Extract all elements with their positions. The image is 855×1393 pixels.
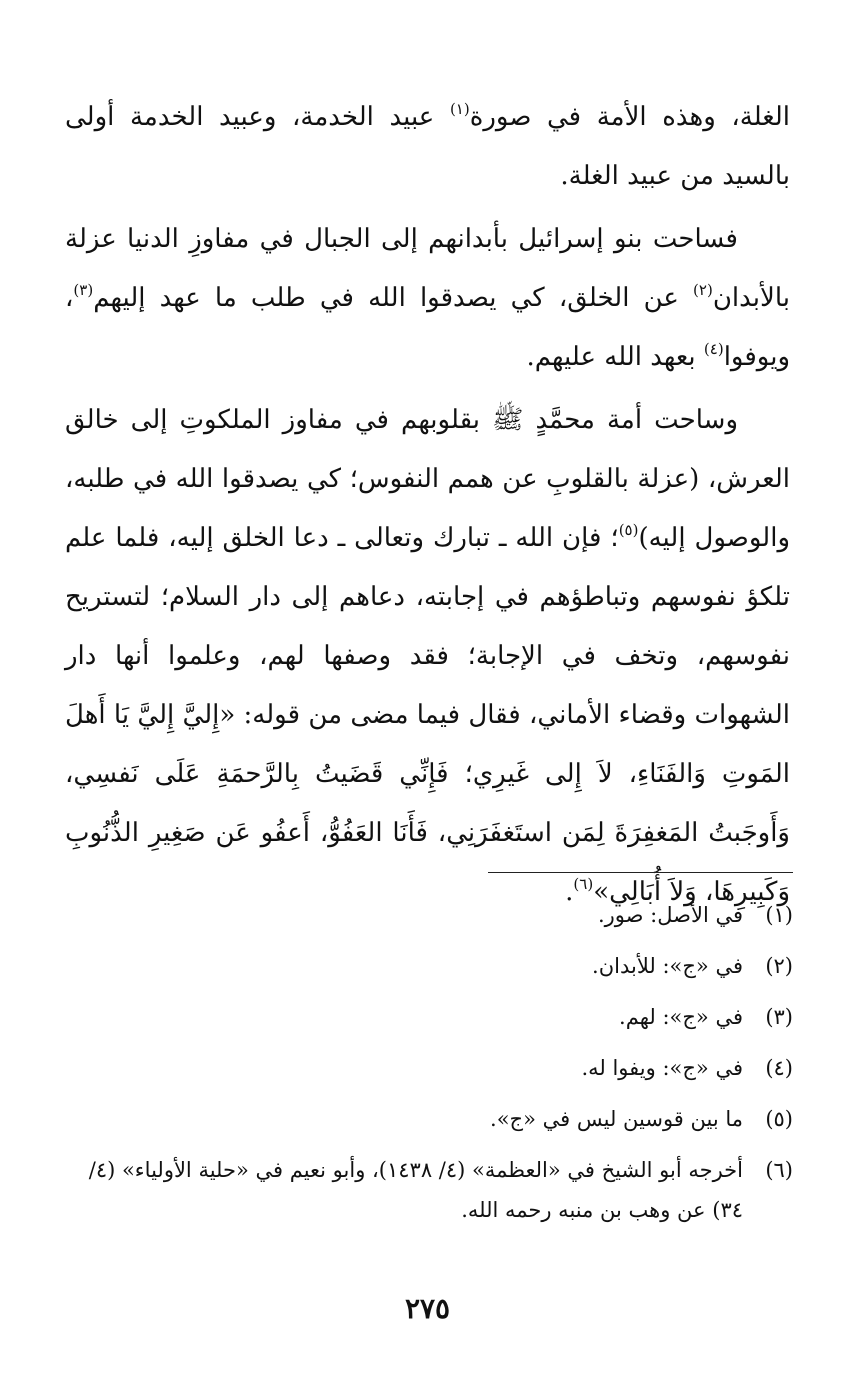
paragraph-text: عن الخلق، كي يصدقوا الله في طلب ما عهد إليهم xyxy=(93,283,694,313)
paragraph-text: فساحت بنو إسرائيل بأبدانهم إلى الجبال في مفاوزِ الدنيا عزلة بالأبدان xyxy=(65,224,790,313)
footnote-number: (٢) xyxy=(765,954,793,978)
footnote-reference: (٥) xyxy=(618,521,639,539)
paragraph-text: ؛ فإن الله ـ تبارك وتعالى ـ دعا الخلق إليه، فلما علم تلكؤ نفوسهم وتباطؤهم في إجابته، دعاهم إلى دار السلام؛ لتستريح نفوسهم، وتخف في الإجابة؛ فقد وصفها لهم، وعلموا أنها دار الشهوات وقضاء الأماني، فقال فيما مضى من قوله: «إِليَّ إِليَّ يَا أَهلَ المَوتِ وَالفَنَاءِ، لاَ إِلى غَيرِي؛ فَإِنِّي قَضَيتُ بِالرَّحمَةِ عَلَى نَفسِي، وَأَوجَبتُ المَغفِرَةَ لِمَن استَغفَرَنِي، فَأَنَا العَفُوُّ، أَعفُو عَن صَغِيرِ الذُّنُوبِ وَكَبِيرِهَا، وَلاَ أُبَالِي» xyxy=(65,523,790,907)
main-text xyxy=(65,88,790,922)
paragraph-text: عبيد الخدمة، وعبيد الخدمة أولى بالسيد من عبيد الغلة. xyxy=(65,102,790,191)
paragraph-text: بعهد الله عليهم. xyxy=(526,342,704,372)
paragraph-text: . xyxy=(565,877,574,907)
page-number: ٢٧٥ xyxy=(404,1292,451,1325)
footnote-number: (٥) xyxy=(765,1107,793,1131)
footnote-reference: (١) xyxy=(449,100,470,118)
footnote-text: ما بين قوسين ليس في «ج». xyxy=(490,1107,743,1131)
footnote-item xyxy=(58,1094,793,1145)
paragraph-text: وساحت أمة محمَّدٍ ﷺ بقلوبهم في مفاوز الملكوتِ إلى خالق العرش، (عزلة بالقلوبِ عن همم النفوس؛ كي يصدقوا الله في طلبه، والوصول إليه) xyxy=(65,405,791,553)
footnote-number: (٤) xyxy=(765,1056,793,1080)
footnote-reference: (٦) xyxy=(573,875,594,893)
footnote-number: (٣) xyxy=(765,1005,793,1029)
footnote-separator xyxy=(488,872,793,873)
footnote-number: (٦) xyxy=(765,1158,793,1182)
footnote-item xyxy=(58,1145,793,1236)
paragraph-text: ، ويوفوا xyxy=(65,283,790,372)
footnote-item xyxy=(58,1043,793,1094)
paragraph xyxy=(65,88,790,206)
paragraph-text: الغلة، وهذه الأمة في صورة xyxy=(469,102,790,132)
footnote-text: في «ج»: ويفوا له. xyxy=(581,1056,743,1080)
footnote-number: (١) xyxy=(765,903,793,927)
footnote-reference: (٣) xyxy=(73,281,94,299)
footnote-item xyxy=(58,890,793,941)
footnote-text: في «ج»: لهم. xyxy=(619,1005,743,1029)
paragraph xyxy=(65,210,790,387)
paragraph xyxy=(65,391,790,922)
footnotes xyxy=(58,890,793,1236)
footnote-text: في «ج»: للأبدان. xyxy=(592,954,743,978)
footnote-reference: (٤) xyxy=(703,340,724,358)
footnote-item xyxy=(58,941,793,992)
footnote-text: أخرجه أبو الشيخ في «العظمة» (٤/ ١٤٣٨)، وأبو نعيم في «حلية الأولياء» (٤/ ٣٤) عن وهب بن منبه رحمه الله. xyxy=(88,1158,743,1222)
footnote-item xyxy=(58,992,793,1043)
footnote-reference: (٢) xyxy=(693,281,713,299)
footnote-text: في الأصل: صور. xyxy=(597,903,743,927)
